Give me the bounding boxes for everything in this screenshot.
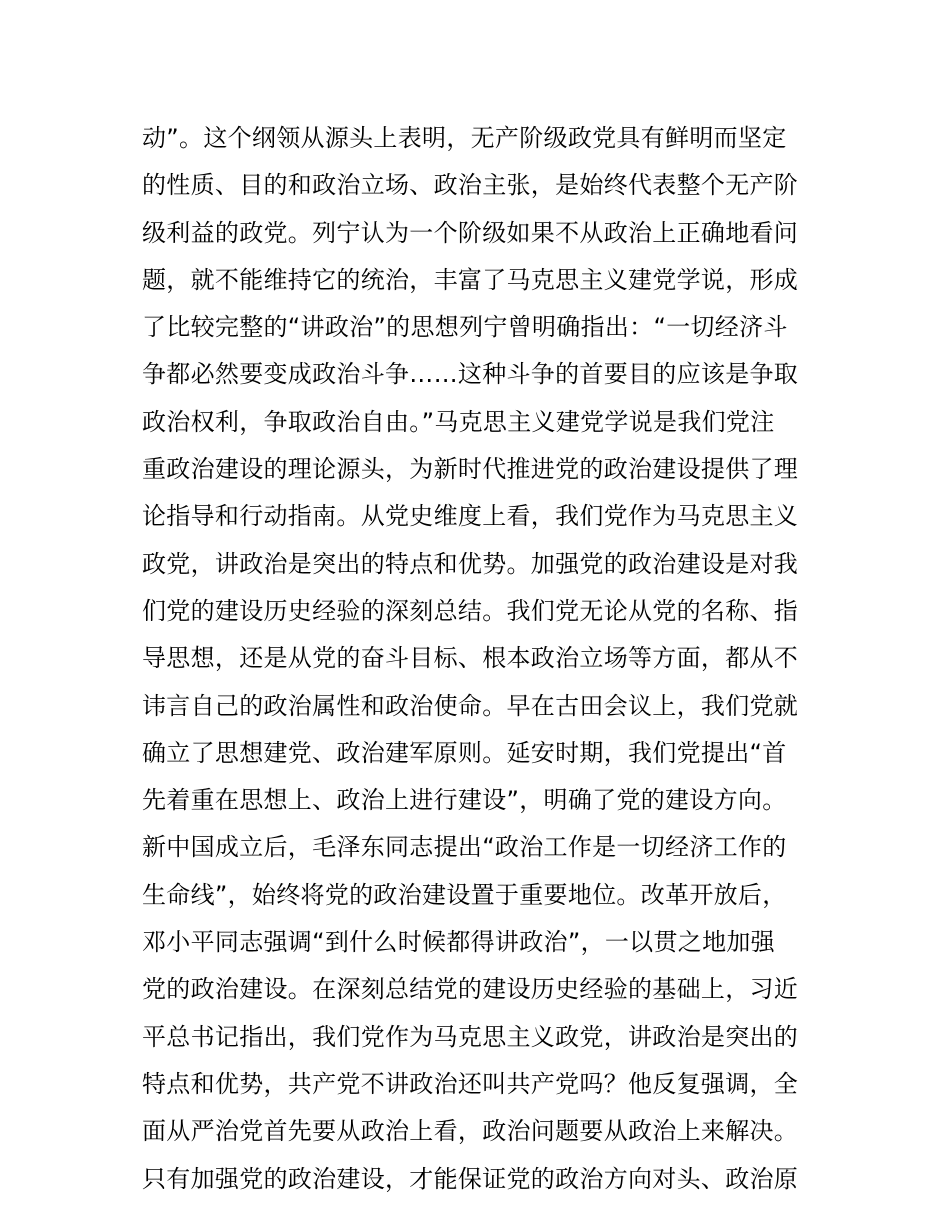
text-line: 政治权利，争取政治自由。”马克思主义建党学说是我们党注 xyxy=(142,407,775,436)
text-line: 政党，讲政治是突出的特点和优势。加强党的政治建设是对我 xyxy=(142,549,799,578)
text-line: 重政治建设的理论源头，为新时代推进党的政治建设提供了理 xyxy=(142,455,799,484)
text-line: 生命线”，始终将党的政治建设置于重要地位。改革开放后， xyxy=(142,880,787,909)
text-line: 邓小平同志强调“到什么时候都得讲政治”，一以贯之地加强 xyxy=(142,928,775,957)
text-line: 了比较完整的“讲政治”的思想列宁曾明确指出：“一切经济斗 xyxy=(142,313,788,342)
text-line: 党的政治建设。在深刻总结党的建设历史经验的基础上，习近 xyxy=(142,975,799,1004)
text-line: 新中国成立后，毛泽东同志提出“政治工作是一切经济工作的 xyxy=(142,833,787,862)
text-line: 特点和优势，共产党不讲政治还叫共产党吗？他反复强调，全 xyxy=(142,1069,799,1098)
text-line: 争都必然要变成政治斗争……这种斗争的首要目的应该是争取 xyxy=(142,360,799,389)
text-line: 论指导和行动指南。从党史维度上看，我们党作为马克思主义 xyxy=(142,502,799,531)
text-line: 确立了思想建党、政治建军原则。延安时期，我们党提出“首 xyxy=(142,738,787,767)
text-line: 面从严治党首先要从政治上看，政治问题要从政治上来解决。 xyxy=(142,1117,799,1146)
text-line: 题，就不能维持它的统治，丰富了马克思主义建党学说，形成 xyxy=(142,265,799,294)
text-line: 平总书记指出，我们党作为马克思主义政党，讲政治是突出的 xyxy=(142,1022,799,1051)
text-line: 导思想，还是从党的奋斗目标、根本政治立场等方面，都从不 xyxy=(142,644,799,673)
text-line: 讳言自己的政治属性和政治使命。早在古田会议上，我们党就 xyxy=(142,691,799,720)
text-line: 的性质、目的和政治立场、政治主张，是始终代表整个无产阶 xyxy=(142,171,799,200)
text-line: 们党的建设历史经验的深刻总结。我们党无论从党的名称、指 xyxy=(142,596,799,625)
text-line: 动”。这个纲领从源头上表明，无产阶级政党具有鲜明而坚定 xyxy=(142,124,787,152)
text-line: 先着重在思想上、政治上进行建设”，明确了党的建设方向。 xyxy=(142,786,787,815)
text-line: 只有加强党的政治建设，才能保证党的政治方向对头、政治原 xyxy=(142,1164,799,1193)
body-text xyxy=(142,115,822,1203)
text-line: 级利益的政党。列宁认为一个阶级如果不从政治上正确地看问 xyxy=(142,218,799,247)
